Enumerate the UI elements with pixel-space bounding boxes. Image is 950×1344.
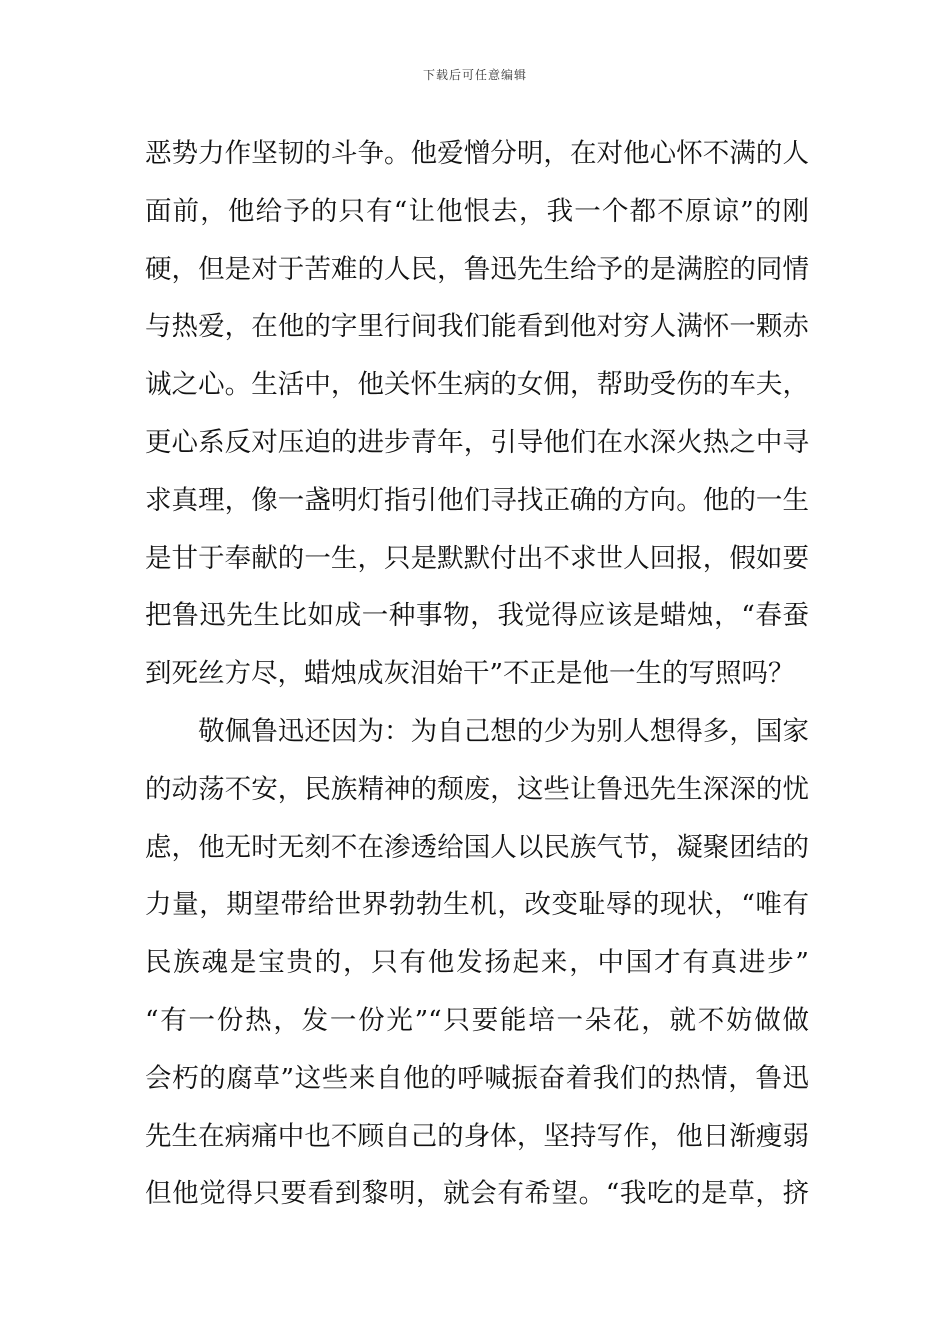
text-line: 先生在病痛中也不顾自己的身体，坚持写作，他日渐瘦弱 [145,1120,809,1152]
text-line: 虑，他无时无刻不在渗透给国人以民族气节，凝聚团结的 [145,831,809,863]
text-line: 会朽的腐草”这些来自他的呼喊振奋着我们的热情，鲁迅 [145,1062,809,1094]
text-line: 是甘于奉献的一生，只是默默付出不求世人回报，假如要 [145,542,809,574]
text-line: 求真理，像一盏明灯指引他们寻找正确的方向。他的一生 [145,484,809,516]
text-line: 力量，期望带给世界勃勃生机，改变耻辱的现状，“唯有 [145,889,809,921]
text-line: 把鲁迅先生比如成一种事物，我觉得应该是蜡烛，“春蚕 [145,600,809,632]
text-line: 面前，他给予的只有“让他恨去，我一个都不原谅”的刚 [145,195,809,227]
page-header: 下载后可任意编辑 [422,68,527,82]
text-line: 硬，但是对于苦难的人民，鲁迅先生给予的是满腔的同情 [145,253,809,285]
text-line: 到死丝方尽，蜡烛成灰泪始干”不正是他一生的写照吗？ [145,658,795,690]
text-line: 的动荡不安，民族精神的颓废，这些让鲁迅先生深深的忧 [145,773,809,805]
text-line: 更心系反对压迫的进步青年，引导他们在水深火热之中寻 [145,426,809,458]
text-line: 与热爱，在他的字里行间我们能看到他对穷人满怀一颗赤 [145,311,809,343]
body-text [145,125,809,1223]
text-line: 民族魂是宝贵的，只有他发扬起来，中国才有真进步” [145,947,809,979]
text-line: 敬佩鲁迅还因为：为自己想的少为别人想得多，国家 [145,715,809,747]
text-line: 恶势力作坚韧的斗争。他爱憎分明，在对他心怀不满的人 [145,138,809,169]
text-line: “有一份热，发一份光”“只要能培一朵花，就不妨做做 [145,1004,809,1036]
text-line: 诚之心。生活中，他关怀生病的女佣，帮助受伤的车夫， [145,369,809,401]
text-line: 但他觉得只要看到黎明，就会有希望。“我吃的是草，挤 [145,1178,809,1210]
